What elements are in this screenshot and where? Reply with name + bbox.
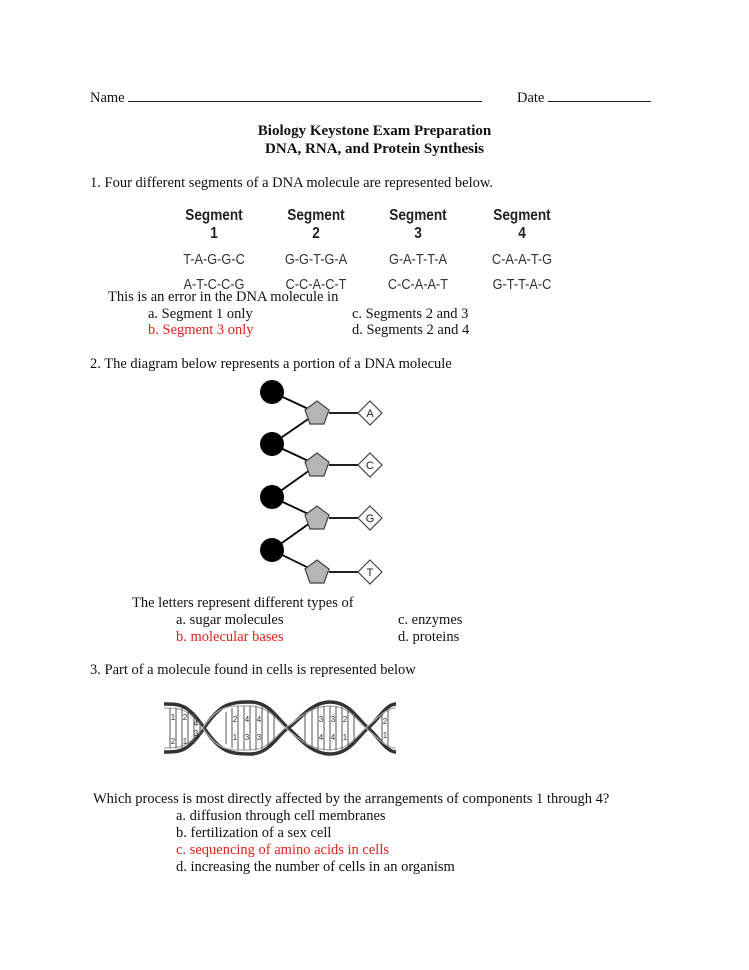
- q1-stem: This is an error in the DNA molecule in: [108, 289, 339, 305]
- q3-option-c[interactable]: c. sequencing of amino acids in cells: [176, 842, 390, 858]
- q2-stem: The letters represent different types of: [132, 595, 354, 611]
- svg-text:2: 2: [170, 737, 176, 746]
- segment-4-top-strand: C-A-A-T-G: [491, 251, 553, 268]
- q2-option-a[interactable]: a. sugar molecules: [176, 612, 284, 628]
- q1-option-a[interactable]: a. Segment 1 only: [148, 306, 253, 322]
- q2-prompt: 2. The diagram below represents a portion of a DNA molecule: [90, 356, 452, 372]
- svg-text:3: 3: [318, 715, 324, 724]
- svg-text:1: 1: [232, 733, 238, 742]
- q2-option-d[interactable]: d. proteins: [398, 629, 460, 645]
- svg-text:2: 2: [382, 717, 388, 726]
- svg-text:3: 3: [193, 729, 199, 738]
- dna-double-helix-diagram: [160, 690, 400, 766]
- date-field-row: [517, 88, 651, 107]
- sugar-pentagon: [305, 506, 329, 529]
- svg-text:4: 4: [244, 715, 250, 724]
- dna-portion-diagram: [250, 372, 400, 602]
- q3-option-d[interactable]: d. increasing the number of cells in an organism: [176, 859, 455, 875]
- sugar-pentagon: [305, 401, 329, 424]
- svg-text:3: 3: [256, 733, 262, 742]
- segment-3-heading: Segment 3: [389, 207, 447, 242]
- phosphate-circles: [260, 380, 284, 562]
- svg-text:4: 4: [330, 733, 336, 742]
- svg-text:2: 2: [342, 715, 348, 724]
- helix-backbones: [164, 702, 396, 754]
- base-label-c: C: [366, 460, 374, 472]
- svg-text:1: 1: [342, 733, 348, 742]
- base-label-a: A: [366, 408, 374, 420]
- sugar-pentagon: [305, 560, 329, 583]
- date-blank[interactable]: [548, 88, 651, 102]
- segment-2-top-strand: G-G-T-G-A: [284, 251, 348, 268]
- svg-text:3: 3: [330, 715, 336, 724]
- date-label: Date: [517, 90, 545, 106]
- q1-option-d[interactable]: d. Segments 2 and 4: [352, 322, 470, 338]
- svg-text:4: 4: [318, 733, 324, 742]
- q1-option-c[interactable]: c. Segments 2 and 3: [352, 306, 469, 322]
- svg-text:1: 1: [170, 713, 176, 722]
- segment-4: [482, 207, 562, 293]
- segment-4-bottom-strand: G-T-T-A-C: [492, 276, 552, 293]
- segment-1: [174, 207, 254, 293]
- q2-option-c[interactable]: c. enzymes: [398, 612, 463, 628]
- svg-text:1: 1: [382, 731, 388, 740]
- q1-option-b[interactable]: b. Segment 3 only: [148, 322, 254, 338]
- base-diamonds: [358, 401, 382, 584]
- svg-text:3: 3: [244, 733, 250, 742]
- segment-3-top-strand: G-A-T-T-A: [388, 251, 448, 268]
- svg-text:1: 1: [182, 737, 188, 746]
- q3-prompt: 3. Part of a molecule found in cells is represented below: [90, 662, 416, 678]
- svg-text:4: 4: [256, 715, 262, 724]
- segment-1-heading: Segment 1: [185, 207, 243, 242]
- svg-text:2: 2: [182, 713, 188, 722]
- q2-option-b[interactable]: b. molecular bases: [176, 629, 284, 645]
- phosphate-circle: [260, 432, 284, 456]
- phosphate-circle: [260, 485, 284, 509]
- sugar-pentagon: [305, 453, 329, 476]
- page-title: Biology Keystone Exam Preparation: [257, 123, 492, 139]
- base-label-g: G: [365, 513, 375, 525]
- helix-inner-edges: [164, 706, 396, 750]
- q3-option-b[interactable]: b. fertilization of a sex cell: [176, 825, 332, 841]
- phosphate-circle: [260, 380, 284, 404]
- q1-prompt: 1. Four different segments of a DNA molecule are represented below.: [90, 175, 494, 191]
- segment-3-bottom-strand: C-C-A-A-T: [387, 276, 449, 293]
- svg-text:2: 2: [232, 715, 238, 724]
- phosphate-circle: [260, 538, 284, 562]
- segment-1-top-strand: T-A-G-G-C: [183, 251, 245, 268]
- name-blank[interactable]: [128, 88, 482, 102]
- segment-1-bottom-strand: A-T-C-C-G: [183, 276, 245, 293]
- q3-stem: Which process is most directly affected by the arrangements of components 1 through 4?: [93, 791, 610, 807]
- name-label: Name: [90, 90, 125, 106]
- base-label-t: T: [366, 567, 374, 579]
- svg-text:4: 4: [193, 719, 199, 728]
- segment-4-heading: Segment 4: [493, 207, 551, 242]
- q3-option-a[interactable]: a. diffusion through cell membranes: [176, 808, 386, 824]
- sugar-pentagons: [305, 401, 329, 583]
- segment-2-heading: Segment 2: [287, 207, 345, 242]
- segment-2-bottom-strand: C-C-A-C-T: [285, 276, 347, 293]
- segment-2: [276, 207, 356, 293]
- name-field-row: [90, 88, 482, 107]
- page-subtitle: DNA, RNA, and Protein Synthesis: [265, 141, 484, 157]
- segment-3: [378, 207, 458, 293]
